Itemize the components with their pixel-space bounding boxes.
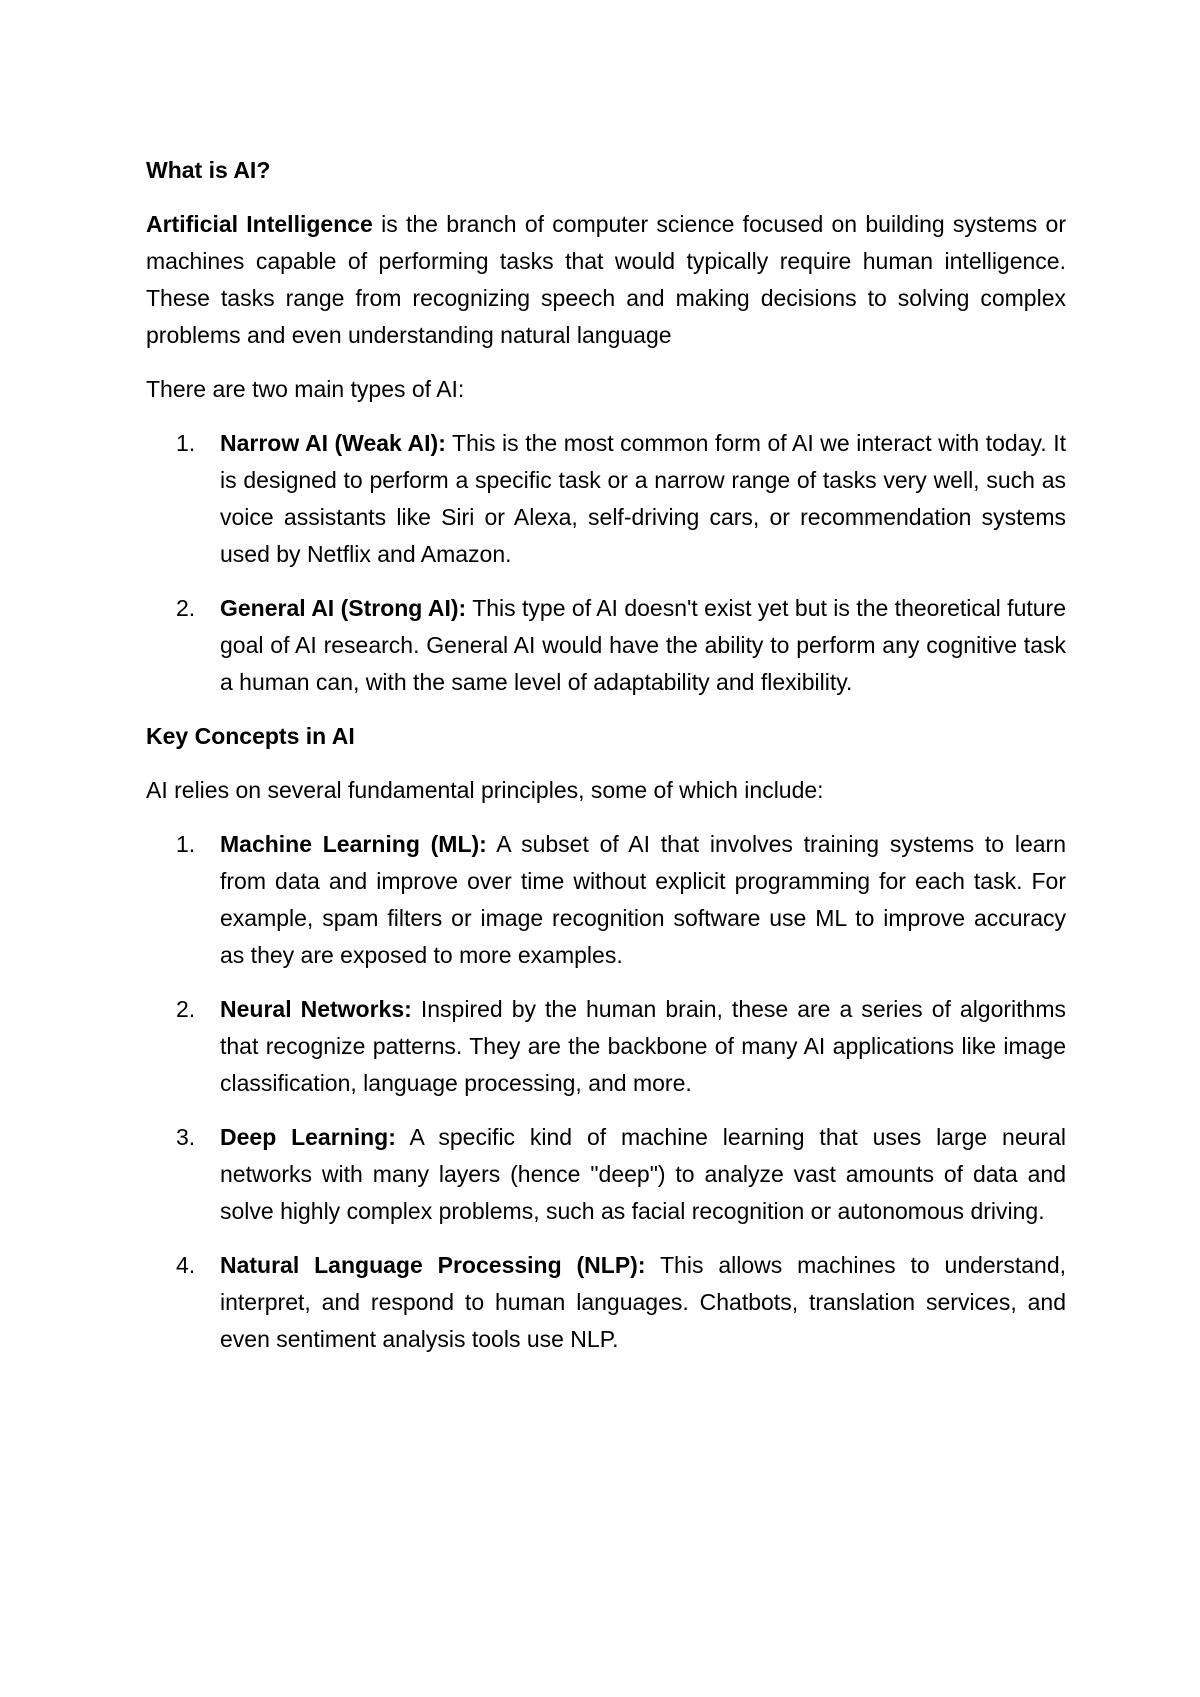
list-term: Natural Language Processing (NLP):	[220, 1252, 646, 1278]
list-number: 3.	[176, 1124, 196, 1150]
list-number: 4.	[176, 1252, 196, 1278]
list-item	[146, 1119, 1066, 1230]
list-number: 1.	[176, 831, 196, 857]
list-text: This type of AI doesn't exist yet but is the theoretical future goal of AI research. General AI would have the ability to perform any cognitive task a human can, with the same level of adaptability and flexibility.	[220, 595, 1066, 695]
intro-paragraph	[146, 206, 1066, 354]
list-text: Inspired by the human brain, these are a series of algorithms that recognize patterns. They are the backbone of many AI applications like image classification, language processing, and more.	[220, 996, 1066, 1096]
list-item	[146, 1247, 1066, 1358]
section-heading: Key Concepts in AI	[146, 723, 355, 749]
list-text: This allows machines to understand, interpret, and respond to human languages. Chatbots, translation services, and even sentiment analysis tools use NLP.	[220, 1252, 1067, 1352]
list-text: This is the most common form of AI we interact with today. It is designed to perform a specific task or a narrow range of tasks very well, such as voice assistants like Siri or Alexa, self-driving cars, or recommendation systems used by Netflix and Amazon.	[220, 430, 1066, 567]
list-number: 2.	[176, 595, 196, 621]
list-number: 1.	[176, 430, 196, 456]
list-term: Deep Learning:	[220, 1124, 396, 1150]
page-title: What is AI?	[146, 157, 271, 183]
list-text: A subset of AI that involves training systems to learn from data and improve over time without explicit programming for each task. For example, spam filters or image recognition software use ML to improve accuracy as they are exposed to more examples.	[220, 831, 1066, 968]
document-body	[146, 152, 1066, 1375]
intro-text: is the branch of computer science focused on building systems or machines capable of performing tasks that would typically require human intelligence. These tasks range from recognizing speech and making decisions to solving complex problems and even understanding natural language	[146, 211, 1066, 348]
list-number: 2.	[176, 996, 196, 1022]
intro-term: Artificial Intelligence	[146, 211, 373, 237]
types-intro: There are two main types of AI:	[146, 376, 465, 402]
concepts-intro: AI relies on several fundamental principles, some of which include:	[146, 777, 824, 803]
concepts-list	[146, 826, 1066, 1358]
list-item	[146, 826, 1066, 974]
list-term: Neural Networks:	[220, 996, 412, 1022]
list-term: Machine Learning (ML):	[220, 831, 487, 857]
list-term: Narrow AI (Weak AI):	[220, 430, 446, 456]
list-term: General AI (Strong AI):	[220, 595, 467, 621]
list-item	[146, 425, 1066, 573]
list-item	[146, 590, 1066, 701]
list-item	[146, 991, 1066, 1102]
list-text: A specific kind of machine learning that uses large neural networks with many layers (hence "deep") to analyze vast amounts of data and solve highly complex problems, such as facial recognition or autonomous driving.	[220, 1124, 1066, 1224]
types-list	[146, 425, 1066, 701]
